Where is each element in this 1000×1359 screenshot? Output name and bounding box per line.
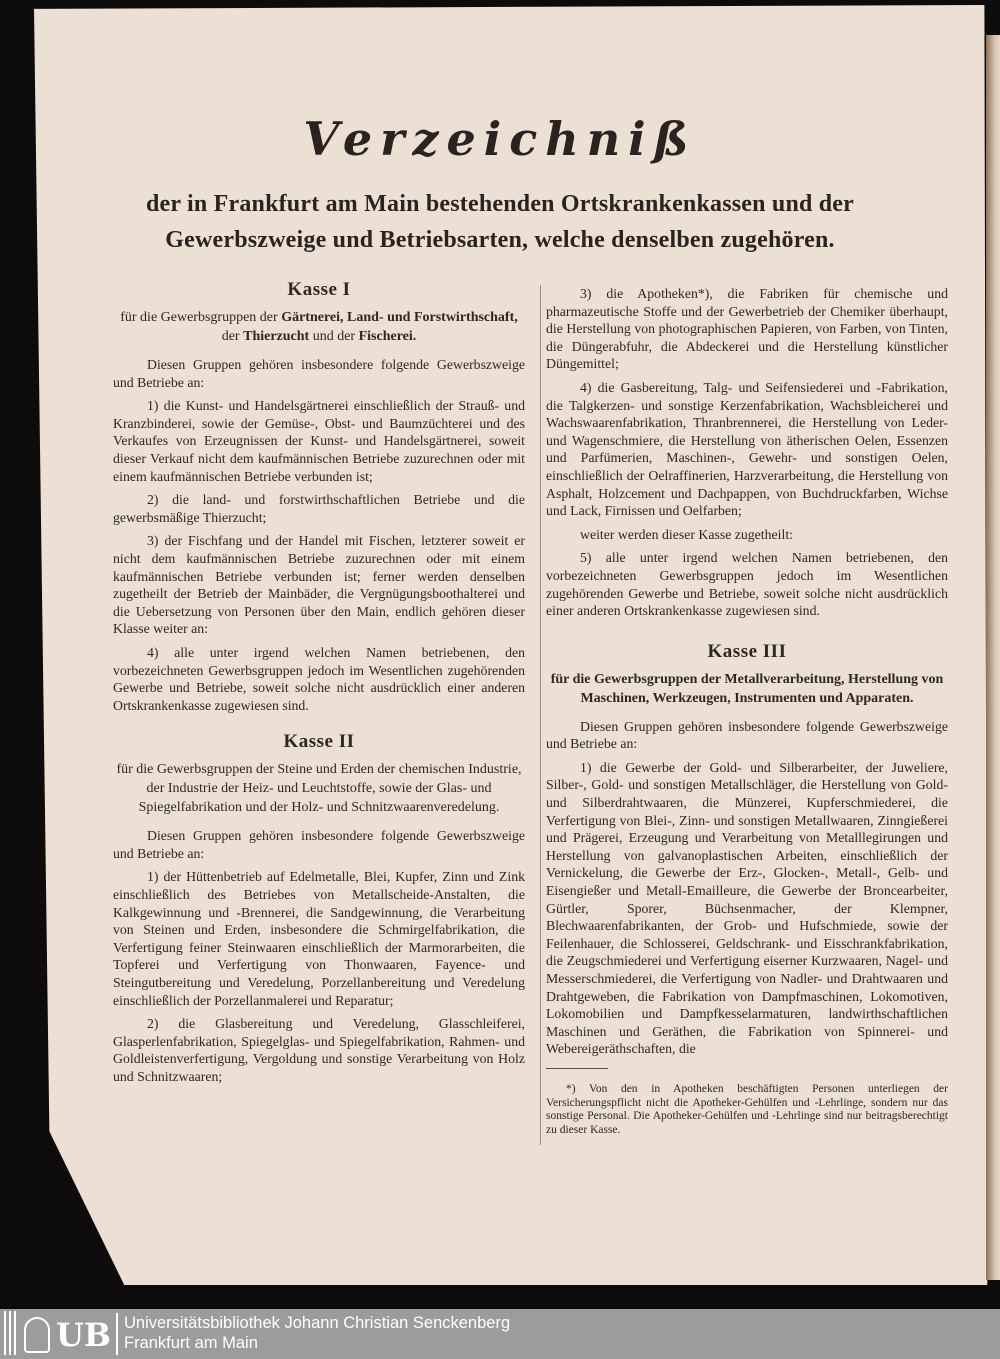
desc-bold: Gärtnerei, Land- und Forstwirthschaft, <box>281 310 518 325</box>
footnote: *) Von den in Apotheken beschäftigten Personen unterliegen der Versicherungspflicht nicht die Apotheker-Gehülfen und -Lehrlinge, sondern nur das sonstige Personal. Die Apotheker-Gehülfen und -Lehrlinge sind nur beitragsberechtigt zu dieser Kasse. <box>546 1082 948 1136</box>
document-title: Verzeichniß <box>303 112 697 166</box>
kasse-3-description: für die Gewerbsgruppen der Metallverarbeitung, Herstellung von Maschinen, Werkzeugen, Instrumenten und Apparaten. <box>550 671 944 706</box>
desc-bold: Fischerei. <box>358 329 417 344</box>
kasse-2-description: für die Gewerbsgruppen der Steine und Erden der chemischen Industrie, der Industrie der Heiz- und Leuchtstoffe, sowie der Glas- und Spiegelfabrikation und der Holz- und Schnitzwaarenveredelung. <box>116 762 522 816</box>
kasse-1-description <box>113 308 525 346</box>
library-footer <box>0 1309 1000 1359</box>
document-subtitle: der in Frankfurt am Main bestehenden Ortskrankenkassen und der Gewerbszweige und Betriebsarten, welche denselben zugehören. <box>145 191 855 253</box>
kasse-2-note: weiter werden dieser Kasse zugetheilt: <box>580 526 793 542</box>
kasse-1-item: 2) die land- und forstwirthschaftlichen Betriebe und die gewerbsmäßige Thierzucht; <box>113 492 525 525</box>
portrait-icon <box>24 1317 50 1353</box>
kasse-1-item: 4) alle unter irgend welchen Namen betriebenen, den vorbezeichneten Gewerbsgruppen jedoch im Wesentlichen zugehörenden Gewerbe und Betriebe, soweit solche nicht ausdrücklich einer anderen Ortskrankenkasse zugewiesen sind. <box>113 644 525 713</box>
footnote-rule <box>546 1068 608 1069</box>
kasse-1-item: 3) der Fischfang und der Handel mit Fischen, letzterer soweit er nicht dem kaufmännischen Betriebe zuzurechnen oder mit einem kaufmännischen Betriebe verbunden ist; ferner werden denselben zugetheilt der Betrieb der Mainbäder, die Vergnügungsboothalterei und die Uebersetzung von Personen über den Main, endlich gehören dieser Klasse weiter an: <box>113 533 525 637</box>
left-column <box>113 278 525 1092</box>
library-building-icon <box>4 1311 20 1355</box>
right-column <box>546 285 948 1137</box>
logo-text: UB <box>56 1316 111 1354</box>
desc-bold: Thierzucht <box>243 329 310 344</box>
kasse-2-item: 5) alle unter irgend welchen Namen betriebenen, den vorbezeichneten Gewerbsgruppen jedoch im Wesentlichen zugehörenden Gewerbe und Betriebe, soweit solche nicht ausdrücklich einer anderen Ortskrankenkasse zugewiesen sind. <box>546 550 948 619</box>
kasse-3-intro: Diesen Gruppen gehören insbesondere folgende Gewerbszweige und Betriebe an: <box>546 718 948 752</box>
kasse-2-heading: Kasse II <box>283 731 355 753</box>
kasse-2-item: 2) die Glasbereitung und Veredelung, Glasschleiferei, Glasperlenfabrikation, Spiegelglas- und Spiegelfabrikation, Rahmen- und Goldleistenverfertigung, Vergoldung und sonstige Verarbeitung von Holz und Schnitzwaaren; <box>113 1016 525 1084</box>
logo-separator <box>116 1313 118 1355</box>
ub-logo[interactable] <box>4 1311 116 1355</box>
kasse-2-item: 1) der Hüttenbetrieb auf Edelmetalle, Blei, Kupfer, Zinn und Zink einschließlich des Betriebes von Metallscheide-Anstalten, die Kalkgewinnung und -Brennerei, die Sandgewinnung, die Verarbeitung von Steinen und Erden, insbesondere die Schmirgelfabrikation, die Verfertigung feiner Steinwaaren einschließlich der Marmorarbeiten, die Topferei und Verfertigung von Thonwaaren, Fayence- und Steingutbereitung und Veredelung, Porzellanbereitung und Veredelung einschließlich der Porzellanmalerei und Reparatur; <box>113 869 525 1008</box>
desc-text: für die Gewerbsgruppen der <box>120 310 282 325</box>
kasse-2-item: 3) die Apotheken*), die Fabriken für chemische und pharmazeutische Stoffe und der Gewerbetrieb der Chemiker überhaupt, die Herstellung von photographischen Papieren, von Farben, von Tinten, die Düngerabfuhr, die Abdeckerei und die Herstellung künstlicher Düngemittel; <box>546 286 948 372</box>
kasse-2-item: 4) die Gasbereitung, Talg- und Seifensiederei und -Fabrikation, die Talgkerzen- und sonstige Kerzenfabrikation, Wachsbleicherei und Wachswaarenfabrikation, Thranbrennerei, die Herstellung von Leder- und Wagenschmiere, die Herstellung von ätherischen Oelen, Essenzen und Parfümerien, Maschinen-, Gewehr- und sonstigen Oelen, einschließlich der Oelraffinerien, Harzverarbeitung, die Herstellung von Asphalt, Holzcement und Dachpappen, von Buchdruckfarben, Wichse und Lack, Firnissen und Oelfarben; <box>546 379 948 519</box>
kasse-3-heading: Kasse III <box>707 640 787 662</box>
library-name <box>124 1313 510 1353</box>
desc-text: und der <box>309 329 359 344</box>
library-name-line1: Universitätsbibliothek Johann Christian Senckenberg <box>124 1314 511 1332</box>
kasse-1-item: 1) die Kunst- und Handelsgärtnerei einschließlich der Strauß- und Kranzbinderei, sowie der Gemüse-, Obst- und Baumzüchterei und des Verkaufes von Erzeugnissen der Kunst- und Handelsgärtnerei, soweit dieser Verkauf nicht dem kaufmännischen Betriebe zuzurechnen oder mit einem kaufmännischen Betriebe verbunden ist; <box>113 398 525 484</box>
kasse-3-item: 1) die Gewerbe der Gold- und Silberarbeiter, der Juweliere, Silber-, Gold- und sonstigen Metallschläger, die Herstellung von Gold- und Silberdrahtwaaren, die Münzerei, Kupferschmiederei, die Verfertigung von Blei-, Zinn- und sonstigen Metallwaaren, Zinngießerei und Prägerei, Erzeugung und Verarbeitung von Metalllegirungen und Herstellung von galvanoplastischen Arbeiten, einschließlich der Vernickelung, die Gewerbe der Erz-, Glocken-, Metall-, Gelb- und Eisengießer und Metall-Emailleure, die Gewerbe der Broncearbeiter, Gürtler, Sporer, Büchsenmacher, der Klempner, Blechwaarenfabrikanten, der Grob- und Hufschmiede, sowie der Feilenhauer, die Schlosserei, Geldschrank- und Eisschrankfabrikation, die Zeugschmiederei und Verfertigung eiserner Kurzwaaren, Nagel- und Messerschmiederei, die Verfertigung von Nadler- und Drahtwaaren und Drahtgeweben, die Fabrikation von Dampfmaschinen, Lokomotiven, Lokomobilien und Dampfkesselarmaturen, landwirthschaftlichen Maschinen und Geräthen, die Fabrikation von Spinnerei- und Webereigeräthschaften, die <box>546 759 948 1057</box>
column-divider <box>540 285 541 1145</box>
kasse-2-intro: Diesen Gruppen gehören insbesondere folgende Gewerbszweige und Betriebe an: <box>113 828 525 861</box>
library-name-line2: Frankfurt am Main <box>124 1334 258 1352</box>
kasse-1-heading: Kasse I <box>287 279 351 300</box>
desc-text: der <box>221 329 244 344</box>
kasse-1-intro: Diesen Gruppen gehören insbesondere folgende Gewerbszweige und Betriebe an: <box>113 357 525 390</box>
